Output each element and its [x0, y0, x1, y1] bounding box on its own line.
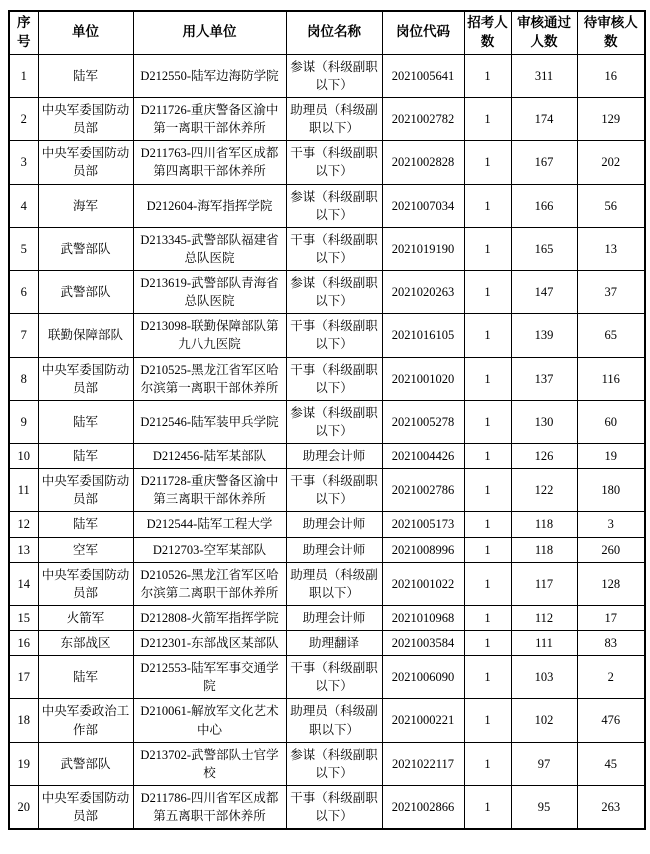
cell-employer: D211728-重庆警备区渝中第三离职干部休养所 [133, 469, 286, 512]
cell-code: 2021008996 [382, 537, 464, 562]
table-header [9, 11, 645, 54]
cell-seq: 18 [9, 699, 38, 742]
cell-unit: 陆军 [38, 400, 133, 443]
cell-code: 2021019190 [382, 227, 464, 270]
cell-employer: D212546-陆军装甲兵学院 [133, 400, 286, 443]
cell-recruit: 1 [464, 444, 511, 469]
cell-approved: 97 [511, 742, 577, 785]
cell-approved: 311 [511, 54, 577, 97]
cell-employer: D212703-空军某部队 [133, 537, 286, 562]
cell-seq: 10 [9, 444, 38, 469]
cell-seq: 15 [9, 605, 38, 630]
cell-unit: 武警部队 [38, 742, 133, 785]
cell-code: 2021003584 [382, 631, 464, 656]
cell-employer: D210525-黑龙江省军区哈尔滨第一离职干部休养所 [133, 357, 286, 400]
cell-employer: D213345-武警部队福建省总队医院 [133, 227, 286, 270]
cell-code: 2021020263 [382, 271, 464, 314]
cell-pending: 116 [577, 357, 645, 400]
cell-pending: 45 [577, 742, 645, 785]
cell-approved: 122 [511, 469, 577, 512]
cell-employer: D210061-解放军文化艺术中心 [133, 699, 286, 742]
cell-pending: 2 [577, 656, 645, 699]
cell-unit: 东部战区 [38, 631, 133, 656]
cell-pending: 56 [577, 184, 645, 227]
cell-seq: 9 [9, 400, 38, 443]
table-row [9, 742, 645, 785]
table-row [9, 537, 645, 562]
cell-position: 参谋（科级副职以下） [286, 742, 382, 785]
header-row [9, 11, 645, 54]
cell-recruit: 1 [464, 656, 511, 699]
cell-position: 参谋（科级副职以下） [286, 184, 382, 227]
cell-pending: 17 [577, 605, 645, 630]
cell-employer: D212604-海军指挥学院 [133, 184, 286, 227]
cell-code: 2021022117 [382, 742, 464, 785]
cell-unit: 陆军 [38, 54, 133, 97]
cell-pending: 83 [577, 631, 645, 656]
cell-code: 2021004426 [382, 444, 464, 469]
table-row [9, 562, 645, 605]
cell-position: 干事（科级副职以下） [286, 357, 382, 400]
cell-seq: 11 [9, 469, 38, 512]
cell-approved: 130 [511, 400, 577, 443]
cell-employer: D212301-东部战区某部队 [133, 631, 286, 656]
cell-position: 干事（科级副职以下） [286, 656, 382, 699]
cell-pending: 476 [577, 699, 645, 742]
cell-position: 参谋（科级副职以下） [286, 400, 382, 443]
cell-position: 助理员（科级副职以下） [286, 699, 382, 742]
cell-unit: 中央军委国防动员部 [38, 98, 133, 141]
cell-unit: 武警部队 [38, 271, 133, 314]
table-body [9, 54, 645, 829]
cell-unit: 中央军委政治工作部 [38, 699, 133, 742]
cell-pending: 60 [577, 400, 645, 443]
table-row [9, 785, 645, 829]
cell-approved: 174 [511, 98, 577, 141]
cell-code: 2021016105 [382, 314, 464, 357]
cell-seq: 14 [9, 562, 38, 605]
cell-approved: 118 [511, 512, 577, 537]
cell-code: 2021002782 [382, 98, 464, 141]
cell-unit: 海军 [38, 184, 133, 227]
table-row [9, 605, 645, 630]
cell-pending: 13 [577, 227, 645, 270]
cell-pending: 180 [577, 469, 645, 512]
cell-pending: 129 [577, 98, 645, 141]
cell-employer: D211786-四川省军区成都第五离职干部休养所 [133, 785, 286, 829]
cell-pending: 202 [577, 141, 645, 184]
cell-seq: 7 [9, 314, 38, 357]
cell-recruit: 1 [464, 605, 511, 630]
cell-approved: 126 [511, 444, 577, 469]
cell-approved: 167 [511, 141, 577, 184]
table-row [9, 271, 645, 314]
cell-unit: 陆军 [38, 656, 133, 699]
cell-position: 助理员（科级副职以下） [286, 562, 382, 605]
cell-approved: 118 [511, 537, 577, 562]
cell-unit: 陆军 [38, 444, 133, 469]
table-row [9, 54, 645, 97]
cell-employer: D212808-火箭军指挥学院 [133, 605, 286, 630]
cell-approved: 112 [511, 605, 577, 630]
cell-recruit: 1 [464, 537, 511, 562]
cell-code: 2021002866 [382, 785, 464, 829]
table-row [9, 141, 645, 184]
cell-recruit: 1 [464, 400, 511, 443]
cell-pending: 263 [577, 785, 645, 829]
cell-seq: 1 [9, 54, 38, 97]
cell-recruit: 1 [464, 631, 511, 656]
cell-seq: 2 [9, 98, 38, 141]
cell-employer: D212544-陆军工程大学 [133, 512, 286, 537]
cell-unit: 火箭军 [38, 605, 133, 630]
cell-seq: 19 [9, 742, 38, 785]
cell-recruit: 1 [464, 98, 511, 141]
cell-recruit: 1 [464, 699, 511, 742]
cell-position: 助理翻译 [286, 631, 382, 656]
cell-approved: 117 [511, 562, 577, 605]
cell-pending: 260 [577, 537, 645, 562]
table-row [9, 98, 645, 141]
cell-recruit: 1 [464, 785, 511, 829]
cell-seq: 13 [9, 537, 38, 562]
cell-seq: 3 [9, 141, 38, 184]
cell-unit: 联勤保障部队 [38, 314, 133, 357]
cell-code: 2021002828 [382, 141, 464, 184]
cell-unit: 陆军 [38, 512, 133, 537]
table-row [9, 400, 645, 443]
cell-unit: 中央军委国防动员部 [38, 469, 133, 512]
cell-approved: 166 [511, 184, 577, 227]
cell-recruit: 1 [464, 512, 511, 537]
cell-code: 2021006090 [382, 656, 464, 699]
cell-position: 助理会计师 [286, 512, 382, 537]
cell-code: 2021005173 [382, 512, 464, 537]
cell-seq: 4 [9, 184, 38, 227]
cell-recruit: 1 [464, 469, 511, 512]
cell-approved: 137 [511, 357, 577, 400]
cell-pending: 16 [577, 54, 645, 97]
cell-recruit: 1 [464, 314, 511, 357]
column-header-recruit: 招考人数 [464, 11, 511, 54]
column-header-code: 岗位代码 [382, 11, 464, 54]
table-row [9, 227, 645, 270]
cell-recruit: 1 [464, 227, 511, 270]
cell-employer: D212550-陆军边海防学院 [133, 54, 286, 97]
cell-code: 2021001020 [382, 357, 464, 400]
cell-employer: D212553-陆军军事交通学院 [133, 656, 286, 699]
cell-approved: 102 [511, 699, 577, 742]
cell-employer: D211726-重庆警备区渝中第一离职干部休养所 [133, 98, 286, 141]
table-row [9, 184, 645, 227]
cell-position: 助理会计师 [286, 537, 382, 562]
cell-position: 干事（科级副职以下） [286, 227, 382, 270]
cell-seq: 6 [9, 271, 38, 314]
table-row [9, 656, 645, 699]
cell-unit: 武警部队 [38, 227, 133, 270]
table-row [9, 512, 645, 537]
table-row [9, 699, 645, 742]
cell-position: 干事（科级副职以下） [286, 314, 382, 357]
cell-code: 2021010968 [382, 605, 464, 630]
cell-recruit: 1 [464, 271, 511, 314]
cell-pending: 65 [577, 314, 645, 357]
cell-unit: 中央军委国防动员部 [38, 357, 133, 400]
table-row [9, 444, 645, 469]
table-row [9, 357, 645, 400]
cell-recruit: 1 [464, 141, 511, 184]
cell-position: 助理会计师 [286, 444, 382, 469]
recruitment-audit-table [8, 10, 646, 830]
cell-position: 参谋（科级副职以下） [286, 54, 382, 97]
cell-seq: 17 [9, 656, 38, 699]
cell-recruit: 1 [464, 357, 511, 400]
cell-position: 干事（科级副职以下） [286, 469, 382, 512]
cell-recruit: 1 [464, 184, 511, 227]
cell-position: 干事（科级副职以下） [286, 785, 382, 829]
cell-approved: 147 [511, 271, 577, 314]
cell-seq: 16 [9, 631, 38, 656]
cell-code: 2021007034 [382, 184, 464, 227]
cell-unit: 空军 [38, 537, 133, 562]
cell-pending: 128 [577, 562, 645, 605]
cell-unit: 中央军委国防动员部 [38, 562, 133, 605]
table-row [9, 631, 645, 656]
cell-approved: 95 [511, 785, 577, 829]
cell-position: 干事（科级副职以下） [286, 141, 382, 184]
cell-seq: 5 [9, 227, 38, 270]
cell-employer: D213619-武警部队青海省总队医院 [133, 271, 286, 314]
cell-approved: 139 [511, 314, 577, 357]
cell-employer: D212456-陆军某部队 [133, 444, 286, 469]
cell-recruit: 1 [464, 54, 511, 97]
cell-approved: 111 [511, 631, 577, 656]
cell-position: 助理员（科级副职以下） [286, 98, 382, 141]
cell-seq: 12 [9, 512, 38, 537]
column-header-employer: 用人单位 [133, 11, 286, 54]
cell-employer: D210526-黑龙江省军区哈尔滨第二离职干部休养所 [133, 562, 286, 605]
cell-position: 参谋（科级副职以下） [286, 271, 382, 314]
cell-unit: 中央军委国防动员部 [38, 141, 133, 184]
cell-code: 2021005278 [382, 400, 464, 443]
column-header-pending: 待审核人数 [577, 11, 645, 54]
cell-employer: D211763-四川省军区成都第四离职干部休养所 [133, 141, 286, 184]
column-header-position: 岗位名称 [286, 11, 382, 54]
cell-code: 2021000221 [382, 699, 464, 742]
table-row [9, 314, 645, 357]
column-header-unit: 单位 [38, 11, 133, 54]
cell-seq: 20 [9, 785, 38, 829]
cell-recruit: 1 [464, 562, 511, 605]
cell-seq: 8 [9, 357, 38, 400]
cell-unit: 中央军委国防动员部 [38, 785, 133, 829]
column-header-seq: 序号 [9, 11, 38, 54]
cell-code: 2021001022 [382, 562, 464, 605]
cell-position: 助理会计师 [286, 605, 382, 630]
cell-employer: D213702-武警部队士官学校 [133, 742, 286, 785]
cell-approved: 103 [511, 656, 577, 699]
column-header-approved: 审核通过人数 [511, 11, 577, 54]
cell-approved: 165 [511, 227, 577, 270]
cell-pending: 19 [577, 444, 645, 469]
cell-pending: 3 [577, 512, 645, 537]
cell-code: 2021002786 [382, 469, 464, 512]
table-row [9, 469, 645, 512]
cell-recruit: 1 [464, 742, 511, 785]
cell-pending: 37 [577, 271, 645, 314]
cell-employer: D213098-联勤保障部队第九八九医院 [133, 314, 286, 357]
cell-code: 2021005641 [382, 54, 464, 97]
